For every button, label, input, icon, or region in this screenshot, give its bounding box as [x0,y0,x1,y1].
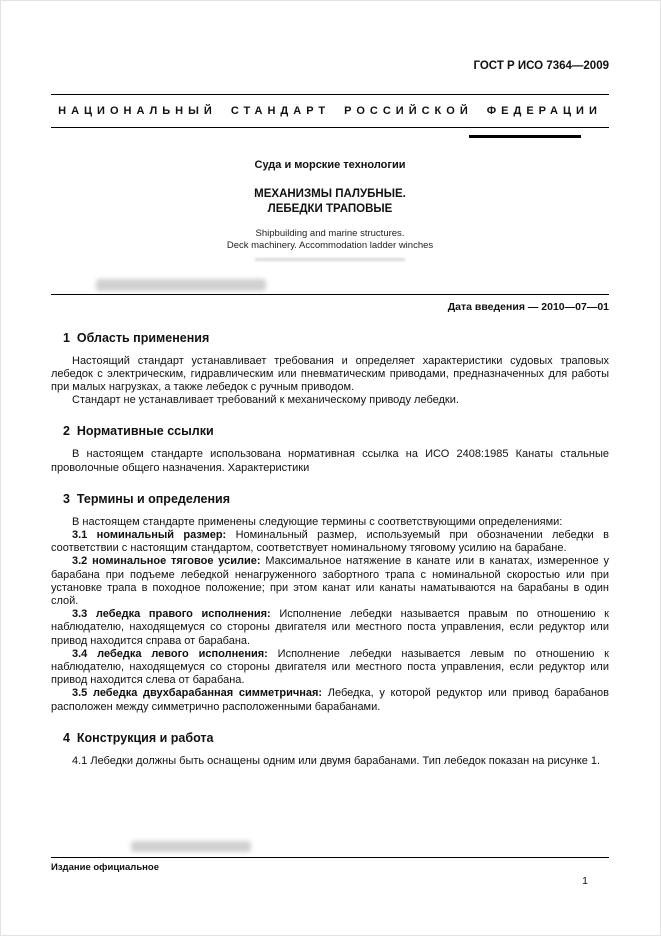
section-4-heading: 4 Конструкция и работа [63,730,214,745]
document-title-line1: МЕХАНИЗМЫ ПАЛУБНЫЕ. [254,187,406,200]
section-1-heading: 1 Область применения [63,330,210,345]
document-title-en-line2: Deck machinery. Accommodation ladder winches [226,240,434,251]
footer-rule [51,857,609,858]
horizontal-rule-top [51,94,609,95]
horizontal-rule-intro [51,294,609,295]
term-number: 3.2 [72,555,88,568]
section-3-heading: 3 Термины и определения [63,491,231,506]
official-edition-label: Издание официальное [51,862,159,873]
document-title-line2: ЛЕБЕДКИ ТРАПОВЫЕ [267,202,393,215]
document-subject: Суда и морские технологии [254,158,406,171]
term-text: Лебедка, у которой редуктор или привод барабанов расположен между симметрично расположенными барабанами. [51,687,610,713]
term-label: лебедка двухбарабанная симметричная: [92,687,323,700]
term-definition [51,555,609,608]
section-1-paragraph-2: Стандарт не устанавливает требований к механическому приводу лебедки. [72,394,459,407]
term-label: лебедка левого исполнения: [97,647,268,660]
term-number: 3.1 [72,528,88,541]
introduction-date: Дата введения — 2010—07—01 [447,300,609,313]
section-3-intro: В настоящем стандарте применены следующие термины с соответствующими определениями: [72,515,563,528]
standard-type-banner: НАЦИОНАЛЬНЫЙ СТАНДАРТ РОССИЙСКОЙ ФЕДЕРАЦИИ [58,105,602,117]
doc-number: ГОСТ Р ИСО 7364—2009 [473,60,609,72]
term-label: лебедка правого исполнения: [95,608,271,621]
scan-artifact-faint [255,258,405,261]
term-definition [51,687,609,713]
term-text: Максимальное натяжение в канате или в канатах, измеренное у барабана при подъеме лебедкой ненагруженного забортного трапа с номинальной скоростью или при установке трапа в походное положение; при этом канат или канаты наматываются на барабаны в один слой. [51,555,609,607]
section-2-paragraph-1: В настоящем стандарте использована нормативная ссылка на ИСО 2408:1985 Канаты стальные проволочные общего назначения. Характеристики [51,448,609,474]
horizontal-rule-banner [51,127,609,128]
term-text: Номинальный размер, используемый при обозначении лебедки в соответствии с настоящим стандартом, соответствует номинальному тяговому усилию на барабане. [51,528,609,555]
scan-artifact-line [469,135,581,138]
page-number: 1 [582,875,588,887]
term-label: номинальный размер: [96,528,227,541]
document-title [51,187,609,217]
document-title-en-line1: Shipbuilding and marine structures. [255,227,405,239]
term-number: 3.4 [72,647,88,660]
term-definition [51,648,609,688]
term-definition [51,529,609,555]
section-1-paragraph-1: Настоящий стандарт устанавливает требования и определяет характеристики судовых траповых лебедок с электрическим, гидравлическим или пневматическим приводами, предназначенных для работы при малых нагрузках, а также лебедок с ручным приводом. [51,354,609,393]
blurred-stamp [96,279,266,291]
term-definition [51,608,609,648]
term-number: 3.3 [72,608,88,621]
document-title-english [51,228,609,253]
term-text: Исполнение лебедки называется правым по отношению к наблюдателю, находящемуся со стороны двигателя или местного поста управления, если редуктор или привод находится справа от барабана. [51,608,609,647]
term-label: номинальное тяговое усилие: [92,555,261,568]
term-number: 3.5 [72,687,88,700]
term-text: Исполнение лебедки называется левым по отношению к наблюдателю, находящемуся со стороны двигателя или местного поста управления, если редуктор или привод находится слева от барабана. [51,647,609,687]
page-content [1,1,660,768]
section-2-heading: 2 Нормативные ссылки [63,424,214,439]
blurred-stamp-footer [131,841,251,852]
section-4-paragraph-1: 4.1 Лебедки должны быть оснащены одним или двумя барабанами. Тип лебедок показан на рисунке 1. [72,754,601,767]
